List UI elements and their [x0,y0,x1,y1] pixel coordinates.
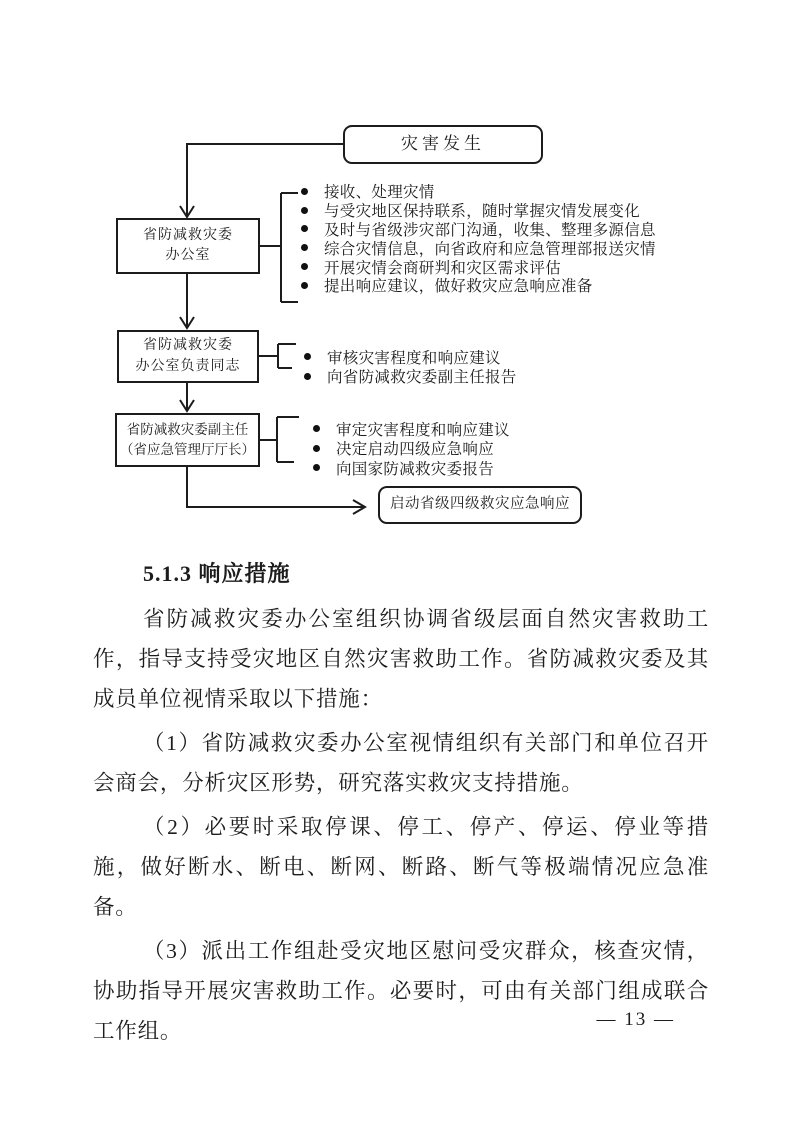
office-task-list [301,182,656,295]
node-label-line1: 省防减救灾委 [143,227,233,243]
bullet-icon [301,282,308,289]
page-number: — 13 — [596,1009,675,1030]
list-item [301,276,656,295]
bullet-icon [301,263,308,270]
paragraph: （3）派出工作组赴受灾地区慰问受灾群众，核查灾情，协助指导开展灾害救助工作。必要时，可由有关部门组成联合工作组。 [93,939,709,1043]
list-item [301,238,656,257]
node-label: 启动省级四级救灾应急响应 [390,496,570,513]
paragraph: 省防减救灾委办公室组织协调省级层面自然灾害救助工作，指导支持受灾地区自然灾害救助工作。省防减救灾委及其成员单位视情采取以下措施： [93,607,709,711]
section-5-1-3 [93,560,709,1055]
leader-task-list [304,347,517,386]
list-item [313,458,510,478]
list-item-text: 接收、处理灾情 [324,184,435,202]
list-item [301,257,656,276]
bullet-icon [313,445,320,452]
list-item [304,367,517,387]
bullet-icon [313,425,320,432]
list-item-text: 向国家防减救灾委报告 [336,460,495,478]
list-item-text: 向省防减救灾委副主任报告 [327,369,517,387]
paragraph: （1）省防减救灾委办公室视情组织有关部门和单位召开会商会，分析灾区形势，研究落实救灾支持措施。 [93,731,709,795]
list-item-text: 综合灾情信息，向省政府和应急管理部报送灾情 [324,240,656,258]
node-activate-response [378,486,582,524]
node-disaster-occurs [343,125,543,164]
node-label-line2: 办公室负责同志 [135,358,241,374]
node-deputy-director [115,413,260,467]
node-label-line1: 省防减救灾委 [143,338,233,354]
arrow-office-to-leader [180,274,194,328]
list-item-text: 及时与省级涉灾部门沟通，收集、整理多源信息 [324,222,656,239]
bracket-leader-tasks [259,344,296,368]
bracket-office-tasks [260,193,298,302]
node-label: 灾害发生 [401,134,485,154]
node-label-line2: （省应急管理厅厅长） [120,442,255,457]
list-item [301,201,656,220]
response-flowchart [0,0,793,560]
bracket-deputy-tasks [260,417,299,462]
list-item [313,419,510,439]
list-item [301,220,656,239]
arrow-leader-to-deputy [180,383,194,411]
list-item-text: 开展灾情会商研判和灾区需求评估 [324,259,562,277]
bullet-icon [301,188,308,195]
list-item-text: 决定启动四级应急响应 [336,441,495,459]
bullet-icon [313,464,320,471]
paragraph: （2）必要时采取停课、停工、停产、停运、停业等措施，做好断水、断电、断网、断路、断气等极端情况应急准备。 [93,815,709,919]
node-label-line1: 省防减救灾委副主任 [126,422,249,438]
bullet-icon [301,225,308,232]
list-item-text: 提出响应建议，做好救灾应急响应准备 [324,278,593,296]
node-office-leader [117,330,259,383]
node-office [116,218,260,274]
list-item [313,439,510,459]
bullet-icon [304,353,311,360]
list-item-text: 审定灾害程度和响应建议 [336,421,510,439]
deputy-task-list [313,419,510,478]
bullet-icon [301,244,308,251]
bullet-icon [304,373,311,380]
section-heading: 5.1.3 响应措施 [143,561,291,586]
list-item-text: 审核灾害程度和响应建议 [327,349,501,367]
list-item [301,182,656,201]
node-label-line2: 办公室 [165,248,211,263]
list-item-text: 与受灾地区保持联系，随时掌握灾情发展变化 [324,203,641,221]
list-item [304,347,517,367]
bullet-icon [301,207,308,214]
